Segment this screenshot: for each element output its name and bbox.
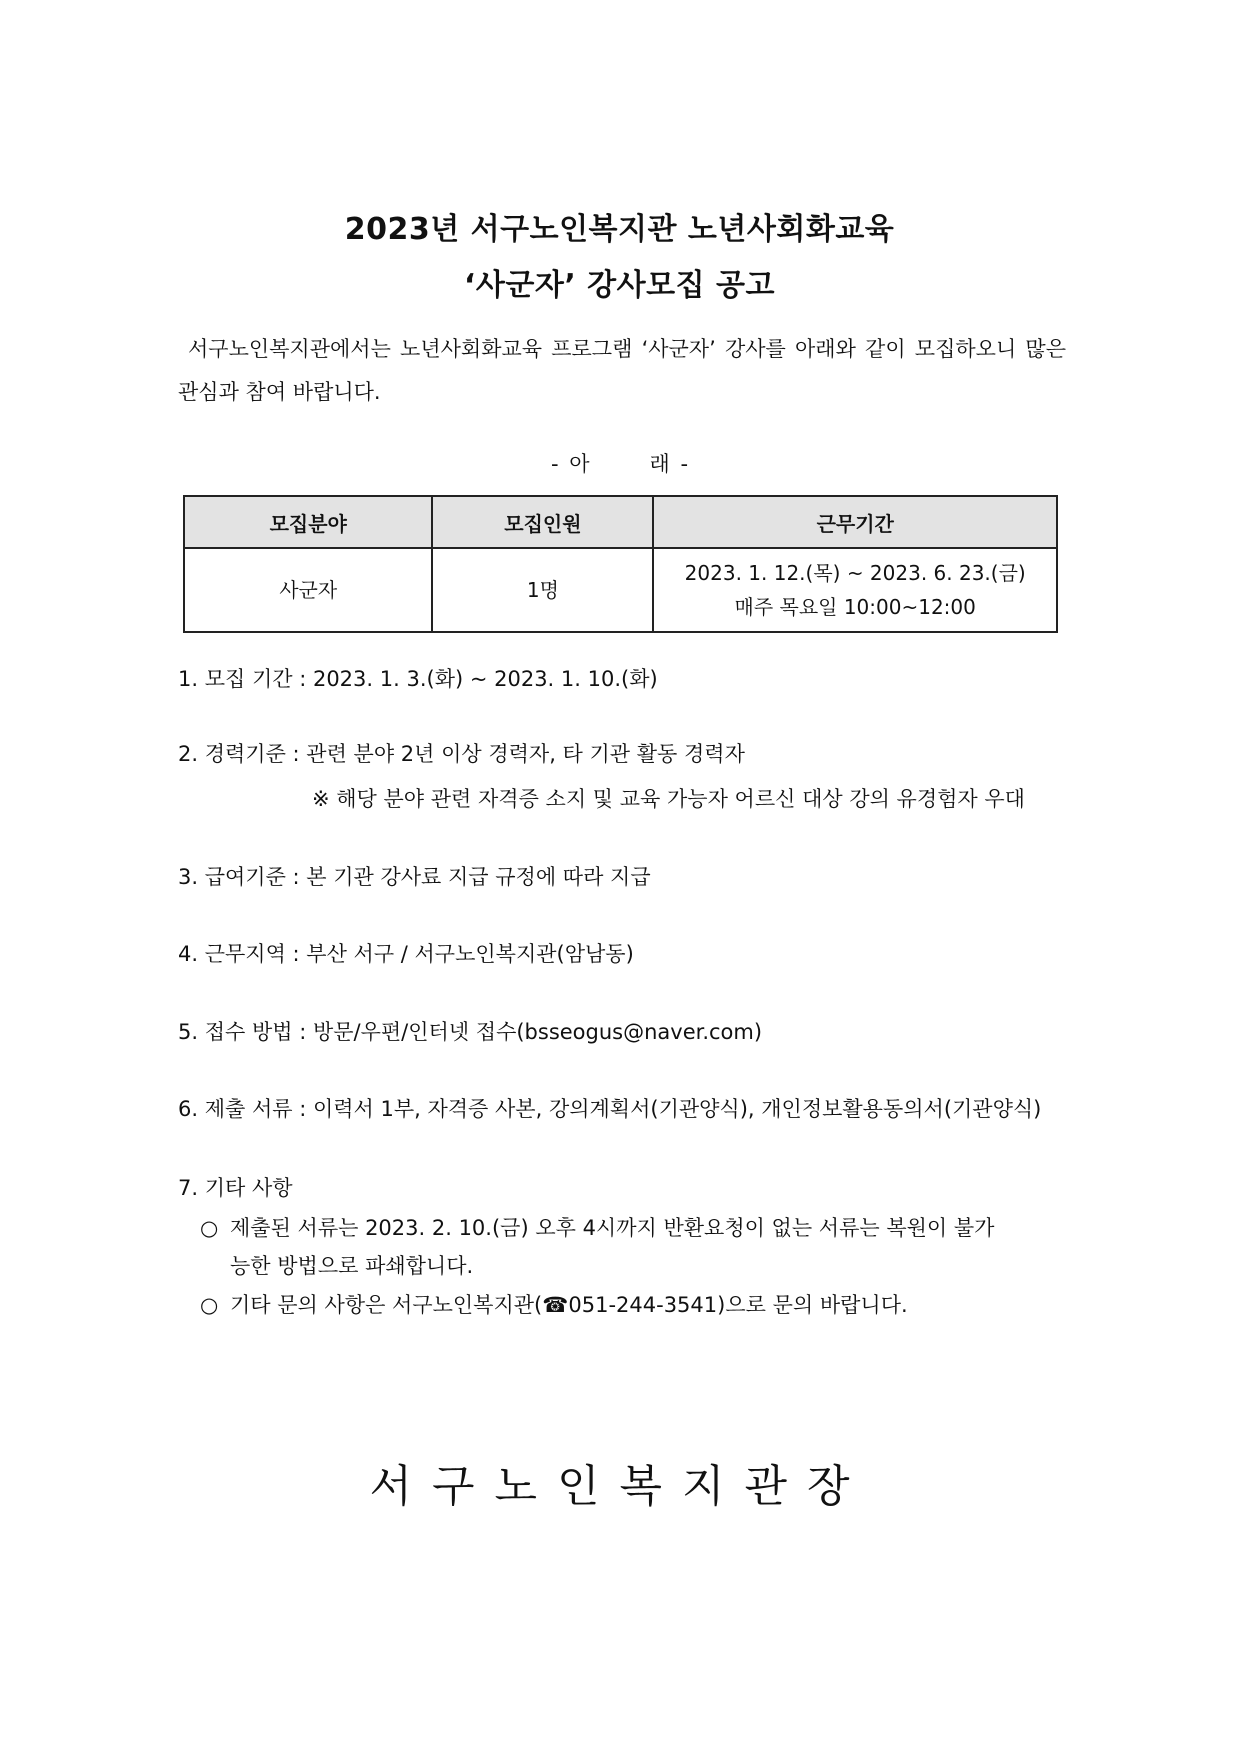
item-pay: 3. 급여기준 : 본 기관 강사료 지급 규정에 따라 지급 <box>178 865 651 889</box>
others-bullet-2-line1: 기타 문의 사항은 서구노인복지관(☎051-244-3541)으로 문의 바랍니다. <box>230 1293 908 1317</box>
others-bullet-1-line1: 제출된 서류는 2023. 2. 10.(금) 오후 4시까지 반환요청이 없는 서류는 복원이 불가 <box>230 1216 995 1240</box>
recruitment-table <box>183 495 1058 633</box>
item-experience-note: ※ 해당 분야 관련 자격증 소지 및 교육 가능자 어르신 대상 강의 유경험자 우대 <box>312 787 1025 811</box>
cell-field: 사군자 <box>184 548 432 632</box>
header-count: 모집인원 <box>432 496 653 548</box>
table-row <box>184 548 1057 632</box>
header-field: 모집분야 <box>184 496 432 548</box>
cell-period-schedule: 매주 목요일 10:00~12:00 <box>734 595 976 619</box>
cell-period <box>653 548 1057 632</box>
notice-heading <box>0 448 1239 478</box>
title-line-1: 2023년 서구노인복지관 노년사회화교육 <box>344 212 895 247</box>
item-location: 4. 근무지역 : 부산 서구 / 서구노인복지관(암남동) <box>178 942 634 966</box>
item-others: 7. 기타 사항 <box>178 1176 293 1200</box>
notice-heading-left: - 아 <box>550 452 590 476</box>
item-application-method: 5. 접수 방법 : 방문/우편/인터넷 접수(bsseogus@naver.com) <box>178 1020 763 1044</box>
circle-bullet-icon: ○ <box>200 1216 219 1240</box>
title-line-2: ‘사군자’ 강사모집 공고 <box>463 268 775 303</box>
others-bullet-2 <box>200 1289 908 1319</box>
item-recruit-period: 1. 모집 기간 : 2023. 1. 3.(화) ~ 2023. 1. 10.(화) <box>178 667 658 691</box>
circle-bullet-icon: ○ <box>200 1293 219 1317</box>
notice-heading-right: 래 - <box>649 452 689 476</box>
table-header-row <box>184 496 1057 548</box>
header-period: 근무기간 <box>653 496 1057 548</box>
item-documents: 6. 제출 서류 : 이력서 1부, 자격증 사본, 강의계획서(기관양식), 개인정보활용동의서(기관양식) <box>178 1097 1042 1121</box>
cell-period-dates: 2023. 1. 12.(목) ~ 2023. 6. 23.(금) <box>684 561 1026 585</box>
cell-count: 1명 <box>432 548 653 632</box>
intro-paragraph: 서구노인복지관에서는 노년사회화교육 프로그램 ‘사군자’ 강사를 아래와 같이 모집하오니 많은 관심과 참여 바랍니다. <box>178 337 1066 404</box>
signature: 서구노인복지관장 <box>369 1461 870 1512</box>
item-experience: 2. 경력기준 : 관련 분야 2년 이상 경력자, 타 기관 활동 경력자 <box>178 742 745 766</box>
others-bullet-1-line2: 능한 방법으로 파쇄합니다. <box>230 1254 474 1278</box>
others-bullet-1 <box>200 1212 994 1242</box>
